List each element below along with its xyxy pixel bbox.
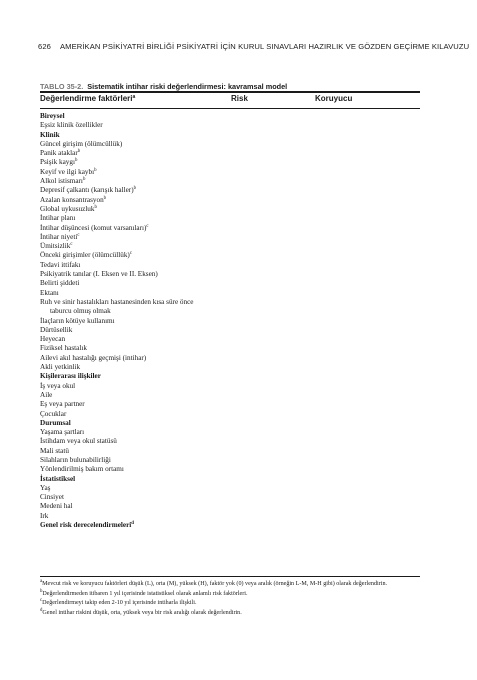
footnote-marker: b	[77, 149, 81, 155]
factor-row	[40, 335, 420, 344]
row-label: İntihar planı	[40, 214, 76, 223]
row-label: Alkol istismarı	[40, 177, 83, 186]
row-label: Güncel girişim (ölümcüllük)	[40, 139, 123, 148]
footnote-mark: b	[40, 588, 43, 594]
footnote-text: Değerlendirmeden itibaren 1 yıl içerisinde istatistiksel olarak anlamlı risk faktörleri.	[42, 590, 248, 597]
factor-row	[40, 214, 420, 223]
footnote	[40, 590, 424, 599]
factor-row	[40, 512, 420, 521]
footnote-marker: c	[146, 223, 149, 229]
row-label: Ruh ve sinir hastalıkları hastanesinden kısa süre önce	[40, 297, 194, 306]
factor-row	[40, 447, 420, 456]
footnote-marker: c	[77, 232, 80, 238]
row-label: Belirti şiddeti	[40, 279, 80, 288]
category-row	[40, 131, 420, 140]
row-label: İş veya okul	[40, 381, 76, 390]
table-label: TABLO 35-2.	[40, 82, 84, 91]
row-label: Heyecan	[40, 335, 66, 344]
row-label: Medeni hal	[40, 502, 73, 511]
row-label: İlaçların kötüye kullanımı	[40, 316, 115, 325]
row-label: İntihar düşüncesi (komut varsanıları)	[40, 223, 147, 232]
row-label: Yaşama şartları	[40, 428, 85, 437]
row-label: Çocuklar	[40, 409, 67, 418]
row-label: Yönlendirilmiş bakım ortamı	[40, 465, 124, 474]
row-label: Ümitsizlik	[40, 242, 71, 251]
category-row	[40, 475, 420, 484]
footnote-mark: d	[40, 607, 43, 613]
row-label: Keyif ve ilgi kaybı	[40, 167, 95, 176]
table-bottom-rule	[40, 576, 420, 577]
footnote	[40, 580, 424, 589]
column-header-protective: Koruyucu	[315, 94, 353, 103]
row-label: İstatistiksel	[40, 474, 76, 483]
row-label: Depresif çalkantı (karışık haller)	[40, 186, 134, 195]
factor-row	[40, 140, 420, 149]
footnote-marker: b	[94, 167, 97, 173]
factor-row	[40, 428, 420, 437]
factor-row	[40, 251, 420, 260]
footnote-mark: c	[40, 598, 43, 604]
category-row	[40, 521, 420, 530]
factor-row	[40, 224, 420, 233]
category-row	[40, 372, 420, 381]
table-header-row	[40, 92, 420, 106]
factor-row	[40, 382, 420, 391]
table-body	[40, 112, 420, 530]
factor-row	[40, 317, 420, 326]
factor-row	[40, 158, 420, 167]
row-label: Kişilerarası ilişkiler	[40, 372, 101, 381]
row-label: Önceki girişimler (ölümcüllük)	[40, 251, 130, 260]
table-footnotes	[40, 580, 424, 618]
factor-row	[40, 354, 420, 363]
table-title: Sistematik intihar riski değerlendirmesi: kavramsal model	[87, 82, 288, 91]
factor-row	[40, 307, 420, 316]
row-label: Psişik kaygı	[40, 158, 75, 167]
factor-row	[40, 121, 420, 130]
table-caption	[40, 82, 420, 91]
factor-row	[40, 502, 420, 511]
footnote-marker: c	[70, 242, 73, 248]
factor-row	[40, 196, 420, 205]
factor-row	[40, 298, 420, 307]
footnote-marker: b	[103, 195, 107, 201]
footnote-marker: b	[82, 177, 86, 183]
row-label: İstihdam veya okul statüsü	[40, 437, 117, 446]
row-label: Bireysel	[40, 112, 65, 120]
row-label: taburcu olmuş olmak	[50, 307, 111, 316]
factor-row	[40, 233, 420, 242]
footnote-mark: a	[40, 579, 43, 584]
footnote	[40, 599, 424, 608]
row-label: Yaş	[40, 483, 51, 492]
footnote-marker: d	[131, 521, 134, 527]
row-label: Panik ataklar	[40, 149, 78, 158]
row-label: Eş veya partner	[40, 400, 85, 409]
category-row	[40, 112, 420, 121]
factor-row	[40, 289, 420, 298]
row-label: Eşsiz klinik özellikler	[40, 121, 103, 130]
footnote-marker: b	[133, 186, 137, 192]
row-label: Dürtüsellik	[40, 325, 73, 334]
row-label: Global uykusuzluk	[40, 204, 95, 213]
factor-row	[40, 279, 420, 288]
column-header-risk: Risk	[231, 94, 248, 103]
category-row	[40, 419, 420, 428]
footnote-marker: b	[74, 158, 78, 164]
footnote-text: Genel intihar riskini düşük, orta, yüksek veya bir risk aralığı olarak değerlendirin.	[42, 609, 242, 616]
row-label: Klinik	[40, 130, 60, 139]
row-label: Durumsal	[40, 418, 71, 427]
factor-row	[40, 391, 420, 400]
factor-row	[40, 493, 420, 502]
factor-row	[40, 270, 420, 279]
footnote-marker: c	[129, 251, 132, 257]
factor-row	[40, 465, 420, 474]
row-label: Ailevi akıl hastalığı geçmişi (intihar)	[40, 353, 147, 362]
row-label: Genel risk derecelendirmeleri	[40, 521, 132, 530]
row-label: Silahların bulunabilirliği	[40, 455, 111, 464]
table-header-rule	[40, 108, 420, 109]
footnote-text: Mevcut risk ve koruyucu faktörleri düşük (L), orta (M), yüksek (H), faktör yok (0) veya aralık (örneğin L-M, M-H gibi) olarak değerlendirin.	[42, 581, 388, 587]
factor-row	[40, 363, 420, 372]
row-label: Aile	[40, 390, 53, 399]
row-label: Ektanı	[40, 288, 59, 297]
row-label: Irk	[40, 511, 49, 520]
footnote-marker: b	[94, 204, 97, 210]
page-number: 626	[38, 42, 51, 51]
factor-row	[40, 400, 420, 409]
row-label: Tedavi ittifakı	[40, 260, 81, 269]
factor-row	[40, 186, 420, 195]
factor-row	[40, 205, 420, 214]
factor-row	[40, 410, 420, 419]
running-title: AMERİKAN PSİKİYATRİ BİRLİĞİ PSİKİYATRİ İÇİN KURUL SINAVLARI HAZIRLIK VE GÖZDEN GEÇİRME KILAVUZU	[59, 42, 470, 51]
running-header	[38, 42, 470, 51]
factor-row	[40, 456, 420, 465]
footnote-text: Değerlendirmeyi takip eden 2-10 yıl içerisinde intiharla ilişkili.	[42, 600, 197, 607]
factor-row	[40, 326, 420, 335]
column-header-factors: Değerlendirme faktörleri$^a$	[40, 94, 136, 103]
row-label: Akli yetkinlik	[40, 363, 81, 372]
row-label: Cinsiyet	[40, 493, 64, 502]
factor-row	[40, 168, 420, 177]
row-label: Azalan konsantrasyon	[40, 195, 104, 204]
factor-row	[40, 261, 420, 270]
factor-row	[40, 149, 420, 158]
factor-row	[40, 344, 420, 353]
footnote	[40, 609, 424, 618]
factor-row	[40, 484, 420, 493]
row-label: Psikiyatrik tanılar (I. Eksen ve II. Eksen)	[40, 270, 158, 279]
row-label: Fiziksel hastalık	[40, 344, 87, 353]
row-label: İntihar niyeti	[40, 232, 78, 241]
row-label: Mali statü	[40, 446, 69, 455]
factor-row	[40, 177, 420, 186]
factor-row	[40, 437, 420, 446]
